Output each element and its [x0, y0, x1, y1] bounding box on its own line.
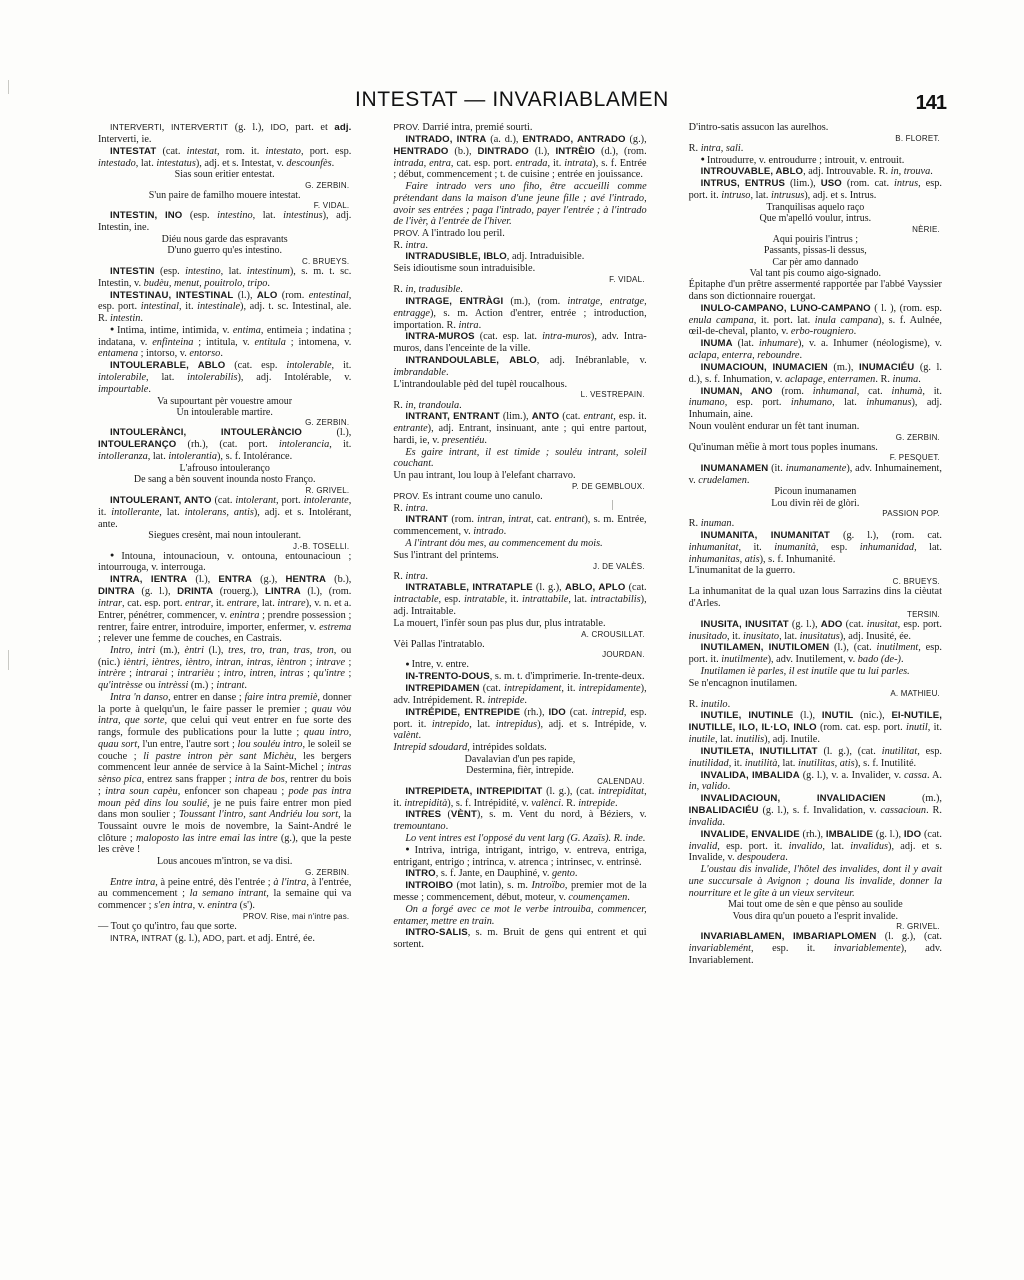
dictionary-entry: Intro, intri (m.), èntri (l.), tres, tro, tran, tras, tron, ou (nic.) ièntri, ièntres, ièntro, intran, intras, ièntron ; intrave ; intrère ; intrarai ; intrarièu ; intro, intren, intras ; qu'intre ; qu'intrèsse ou intrèssi (m.) ; intrant. — [98, 645, 352, 692]
dictionary-entry: ● Intima, intime, intimida, v. entima, entimeia ; indatina ; indatana, v. enfinteina ; intitula, v. entitula ; intomena, v. entamena ; intorso, v. entorso. — [98, 325, 351, 360]
verse-line: Siegues cresènt, mai noun intoulerant. — [148, 530, 302, 542]
entry-text: R. intra. — [393, 239, 428, 251]
verse-line: Aqui pouiris l'intrus ; — [772, 233, 859, 245]
dictionary-entry: INTOULERABLE, ABLO (cat. esp. intolerable, it. intolerabile, lat. intolerabilis), adj. Intolérable, v. impourtable. — [98, 360, 352, 395]
entry-text: La inhumanitat de la qual uzan lous Sarrazins dins la cièutat d'Arles. — [688, 586, 942, 609]
dictionary-entry: ● Intouna, intounacioun, v. ontouna, entounacioun ; intourrouga, v. interrouga. — [98, 551, 351, 574]
dictionary-entry: Intra 'n danso, entrer en danse ; faire intra premiè, donner la porte à quelqu'un, le faire passer le premier ; quau vòu intra, que sorte, que celui qui veut entrer en fue sorte des rangs, formule des publications pour la lutte ; quau intro, quau sort, l'un entre, l'autre sort ; lou souléu intro, le soleil se couche ; li pastre intron pèr sant Michèu, les bergers commencent leur année de service à la Saint-Michel ; intras sènso pica, entrez sans frapper ; intra de bos, rentrer du bois ; intra soun capèu, enfoncer son chapeau ; pode pas intra moun pèd dins lou soulié, je ne puis faire entrer mon pied dans mon soulier ; Toussant l'intro, sant Andriéu lou sort, la Toussaint ouvre le mois de novembre, la Saint-André le clôture ; maloposto las intre emai las intre (g.), que la peste les crève ! — [98, 691, 352, 856]
column-1 — [90, 122, 359, 1212]
entry-text: R. intra. — [393, 502, 428, 514]
source-citation: PROV. Es intrant coume uno canulo. — [393, 490, 543, 502]
dictionary-entry: INTRANDOULABLE, ABLO, adj. Inébranlable, v. imbrandable. — [393, 355, 647, 378]
dictionary-entry: INTESTIN, INO (esp. intestino, lat. intestinus), adj. Intestin, ine. — [98, 210, 352, 234]
dictionary-entry: INTRO, s. f. Jante, en Dauphiné, v. gento. — [405, 868, 578, 880]
scan-edge-mark-middle — [8, 650, 9, 670]
source-citation: L. VESTREPAIN. — [580, 390, 645, 400]
dictionary-entry: INUMA (lat. inhumare), v. a. Inhumer (néologisme), v. aclapa, enterra, reboundre. — [688, 338, 942, 362]
verse-line: Mai tout ome de sèn e que pènso au soulide — [727, 899, 903, 911]
dictionary-entry: INTROIBO (mot latin), s. m. Introïbo, premier mot de la messe ; commencement, début, moteur, v. coumençamen. — [393, 880, 647, 904]
source-citation: CALENDAU. — [597, 776, 645, 786]
source-citation: G. ZERBIN. — [895, 432, 940, 442]
running-header — [0, 88, 1024, 112]
verse-line: Destermina, fièr, intrepide. — [466, 765, 574, 777]
entry-text: R. in, trandoula. — [393, 399, 462, 411]
dictionary-entry: INTESTIN (esp. intestino, lat. intestinum), s. m. t. sc. Intestin, v. budèu, menut, pouitrolo, tripo. — [98, 265, 352, 289]
source-citation: NÈRIE. — [912, 224, 940, 234]
running-title: INTESTAT — INVARIABLAMEN — [355, 88, 669, 111]
dictionary-entry: INUMACIOUN, INUMACIEN (m.), INUMACIÉU (g. l. d.), s. f. Inhumation, v. aclapage, enterramen. R. inuma. — [688, 361, 942, 385]
dictionary-entry: INTOULERANT, ANTO (cat. intolerant, port. intolerante, it. intollerante, lat. intolerans, antis), adj. et s. Intolérant, ante. — [98, 494, 352, 530]
source-citation: F. VIDAL. — [313, 201, 350, 211]
dictionary-entry: INTESTAT (cat. intestat, rom. it. intestato, port. esp. intestado, lat. intestatus), adj. et s. Intestat, v. descounfès. — [98, 145, 352, 169]
entry-text: Seis idioutisme soun intraduisible. — [393, 263, 536, 275]
dictionary-entry: INTREPIDAMEN (cat. intrepidament, it. intrepidamente), adv. Intrépidement. R. intrepide. — [393, 683, 647, 707]
source-citation: R. GRIVEL. — [305, 485, 350, 495]
source-citation: F. VIDAL. — [609, 275, 645, 285]
dictionary-entry: INVALIDE, ENVALIDE (rh.), IMBALIDE (g. l.), IDO (cat. invalid, esp. port. it. invalido, lat. invalidus), adj. et s. Invalide, v. despoudera. — [688, 828, 942, 864]
dictionary-entry: Entre intra, à peine entré, dès l'entrée ; à l'intra, à l'entrée, au commencement ; la semano intrant, la semaine qui va commencer ; s'en intra, v. enintra (s'). — [98, 876, 352, 912]
dictionary-entry: INTRADUSIBLE, IBLO, adj. Intraduisible. — [405, 251, 585, 263]
entry-text: R. inuman. — [688, 518, 735, 530]
source-citation: A. CROUSILLAT. — [581, 629, 645, 639]
dictionary-entry: INTRÉPIDE, ENTREPIDE (rh.), IDO (cat. intrepid, esp. port. it. intrepido, lat. intrepidus), adj. et s. Intrépide, v. valènt. — [393, 706, 647, 742]
entry-text: Noun voulènt endurar un fèt tant inuman. — [688, 420, 860, 432]
entry-text: R. inutilo. — [688, 698, 731, 710]
dictionary-entry: INTRAGE, ENTRÀGI (m.), (rom. intratge, entratge, entragge), s. m. Action d'entrer, entrée ; introduction, importation. R. intra. — [393, 295, 647, 331]
column-2 — [385, 122, 654, 1212]
dictionary-entry: INUTILETA, INUTILLITAT (l. g.), (cat. inutilitat, esp. inutilidad, it. inutilità, lat. inutilitas, atis), s. f. Inutilité. — [688, 745, 942, 769]
text-columns — [90, 122, 950, 1212]
entry-text: Lo vent intres est l'opposé du vent larg (G. Azaïs). R. inde. — [405, 833, 646, 845]
entry-text: On a forgé avec ce mot le verbe introuiba, commencer, entamer, mettre en train. — [393, 903, 647, 927]
entry-text: Qu'inuman mèt̄ie à mort tous poples inumans. — [688, 441, 878, 453]
verse-line: Va supourtant pèr vouestre amour — [157, 395, 293, 407]
dictionary-entry: INTRES (VÈNT), s. m. Vent du nord, à Béziers, v. tremountano. — [393, 809, 647, 833]
source-citation: PASSION POP. — [882, 509, 940, 519]
dictionary-entry: INTRA, IENTRA (l.), ENTRA (g.), HENTRA (b.), DINTRA (g. l.), DRINTA (rouerg.), LINTRA (l.), (rom. intrar, cat. esp. port. entrar, it. entrare, lat. intrare), v. n. et a. Entrer, pénétrer, commencer, v. enintra ; prendre possession ; rentrer, faire entrer, introduire, importer, enfermer, v. estrema ; relever une femme de couches, en Castrais. — [98, 574, 352, 645]
dictionary-entry: INTRATABLE, INTRATAPLE (l. g.), ABLO, APLO (cat. intractable, esp. intratable, it. intrattabile, lat. intractabilis), adj. Intraitable. — [393, 582, 647, 618]
source-citation: C. BRUEYS. — [892, 577, 940, 586]
entry-text: Sus l'intrant del printems. — [393, 549, 499, 561]
dictionary-entry: INTRADO, INTRA (a. d.), ENTRADO, ANTRADO (g.), HENTRADO (b.), DINTRADO (l.), INTRÈIO (d.), (rom. intrada, entra, cat. esp. port. entrada, it. intrata), s. f. Entrée ; début, commencement ; t. de cuisine ; entrée en jouissance. — [393, 133, 647, 181]
entry-text: Vèi Pallas l'intratablo. — [393, 638, 485, 650]
dictionary-entry: INUSITA, INUSITAT (g. l.), ADO (cat. inusitat, esp. port. inusitado, it. inusitato, lat. inusitatus), adj. Inusité, ée. — [688, 618, 942, 642]
source-citation: JOURDAN. — [602, 650, 645, 660]
dictionary-entry: INTREPIDETA, INTREPIDITAT (l. g.), (cat. intrepiditat, it. intrepidità), s. f. Intrépidité, v. valènci. R. intrepide. — [393, 785, 647, 809]
entry-text: A l'intrant dóu mes, au commencement du mois. — [405, 538, 603, 550]
source-citation: G. ZERBIN. — [305, 867, 350, 877]
entry-text: L'oustau dis invalide, l'hôtel des invalides, dont il y avait une succursale à Avignon ; douna lis invalide, donner la nourriture et le gîte à un vieux serviteur. — [688, 864, 942, 899]
verse-line: Passants, pissas-li dessus, — [763, 245, 867, 257]
dictionary-entry: INUTILAMEN, INUTILOMEN (l.), (cat. inutilment, esp. port. it. inutilmente), adv. Inutilement, v. bado (de-). — [688, 642, 942, 666]
dictionary-entry: INUMANITA, INUMANITAT (g. l.), (rom. cat. inhumanitat, it. inumanità, esp. inhumanidad, lat. inhumanitas, atis), s. f. Inhumanité. — [688, 529, 942, 565]
source-citation: G. ZERBIN. — [305, 180, 350, 190]
verse-line: Davalavian d'un pes rapide, — [464, 753, 576, 765]
dictionary-entry: INTRO-SALIS, s. m. Bruit de gens qui entrent et qui sortent. — [393, 927, 647, 951]
entry-text: Intrepid sdoudard, intrépides soldats. — [393, 742, 547, 754]
source-citation: R. GRIVEL. — [896, 922, 940, 932]
source-citation: PROV. Rise, mai n'intre pas. — [242, 911, 350, 921]
dictionary-entry: INVARIABLAMEN, IMBARIAPLOMEN (l. g.), (cat. invariablemént, esp. it. invariablemente), adv. Invariablement. — [688, 931, 942, 966]
dictionary-entry: INUMAN, ANO (rom. inhumanal, cat. inhumà, it. inumano, esp. port. inhumano, lat. inhumanus), adj. Inhumain, aine. — [688, 385, 942, 421]
entry-text: R. intra. — [393, 570, 428, 582]
source-citation: J. DE VALÈS. — [593, 561, 645, 571]
entry-text: L'intrandoulable pèd del tupèl roucalhous. — [393, 378, 568, 390]
dictionary-entry: INTRANT (rom. intran, intrat, cat. entrant), s. m. Entrée, commencement, v. intrado. — [393, 514, 647, 538]
verse-line: Val tant pis coumo aigo-signado. — [749, 267, 881, 279]
entry-text: La mouert, l'infèr soun pas plus dur, plus intratable. — [393, 617, 606, 629]
dictionary-entry: ● Introudurre, v. entroudurre ; introuit, v. entrouit. — [689, 155, 942, 167]
verse-line: D'uno guerro qu'es intestino. — [167, 245, 283, 257]
source-citation: P. DE GEMBLOUX. — [572, 481, 645, 491]
dictionary-entry: INUMANAMEN (it. inumanamente), adv. Inhumainement, v. crudelamen. — [688, 462, 942, 486]
entry-text: Épitaphe d'un prêtre assermenté rapportée par l'abbé Vayssier dans son dictionnaire rouergat. — [688, 279, 942, 303]
verse-line: Diéu nous garde das espravants — [161, 233, 288, 245]
verse-line: Lous ancoues m'intron, se va disi. — [156, 856, 293, 868]
verse-line: Picoun inumanamen — [774, 486, 857, 498]
source-citation: B. FLORET. — [895, 133, 940, 143]
verse-line: L'afrouso intouleranço — [179, 462, 270, 474]
source-citation: G. ZERBIN. — [305, 418, 350, 428]
dictionary-entry: ● Intre, v. entre. — [393, 659, 646, 671]
source-citation: J.-B. TOSELLI. — [293, 541, 350, 551]
dictionary-entry: INVALIDA, IMBALIDA (g. l.), v. a. Invalider, v. cassa. A. in, valido. — [688, 769, 942, 793]
dictionary-entry: INTRA, INTRAT (g. l.), ADO, part. et adj. Entré, ée. — [110, 932, 315, 944]
entry-text: Un pau intrant, lou loup à l'elefant charravo. — [393, 470, 576, 482]
entry-text: — Tout ço qu'intro, fau que sorte. — [98, 921, 237, 933]
entry-text: R. intra, sali. — [688, 142, 744, 154]
entry-text: Se n'encagnon inutilamen. — [688, 677, 798, 689]
page-number: 141 — [915, 92, 946, 114]
verse-line: S'un paire de familho mouere intestat. — [148, 189, 301, 201]
column-separator-artifact — [612, 500, 613, 510]
column-3 — [681, 122, 950, 1212]
source-citation: TERSIN. — [907, 609, 940, 619]
dictionary-entry: INTRA-MUROS (cat. esp. lat. intra-muros), adv. Intra-muros, dans l'enceinte de la ville. — [393, 331, 647, 355]
dictionary-entry: INVALIDACIOUN, INVALIDACIEN (m.), INBALIDACIÉU (g. l.), s. f. Invalidation, v. cassacioun. R. invalida. — [688, 793, 942, 829]
verse-line: Car pèr amo dannado — [772, 256, 859, 268]
entry-text: D'intro-satis assucon las aurelhos. — [688, 122, 829, 133]
dictionary-entry: INULO-CAMPANO, LUNO-CAMPANO ( l. ), (rom. esp. enula campana, it. port. lat. inula campana), s. f. Aulnée, œil-de-cheval, planto, v. erbo-rougniero. — [688, 302, 942, 338]
dictionary-entry: ● Intriva, intriga, intrigant, intrigo, v. entreva, entriga, entrigant, entrigo ; intrinca, v. atrenca ; intrinsec, v. entrinsè. — [393, 845, 646, 868]
dictionary-entry: INTERVERTI, INTERVERTIT (g. l.), IDO, part. et adj. Interverti, ie. — [98, 122, 352, 145]
verse-line: Tranquilisas aquelo raço — [766, 201, 865, 213]
source-citation: PROV. Darrié intra, premié sourti. — [393, 122, 533, 133]
dictionary-entry: INUTILE, INUTINLE (l.), INUTIL (nic.), EI-NUTILE, INUTILLE, ILO, IL·LO, INLO (rom. cat. esp. port. inutil, it. inutile, lat. inutilis), adj. Inutile. — [688, 710, 943, 746]
verse-line: Un intoulerable martire. — [176, 406, 273, 418]
dictionary-entry: INTOULERÀNCI, INTOULERÀNCIO (l.), INTOULERANÇO (rh.), (cat. port. intolerancia, it. intolleranza, lat. intolerantia), s. f. Intolérance. — [98, 427, 352, 463]
source-citation: A. MATHIEU. — [890, 689, 940, 699]
verse-line: Sias soun eritier entestat. — [174, 169, 275, 181]
dictionary-entry: INTESTINAU, INTESTINAL (l.), ALO (rom. entestinal, esp. port. intestinal, it. intestinale), adj. t. sc. Intestinal, ale. R. intestin. — [98, 289, 352, 325]
entry-text: Faire intrado vers uno fiho, être accueilli comme prétendant dans la maison d'une jeune fille ; avé l'intrado, avoir ses entrées ; paga l'intrado, payer l'entrée ; à l'intrado de l'ivèr, à l'entrée de l'hiver. — [393, 181, 647, 228]
dictionary-entry: IN-TRENTO-DOUS, s. m. t. d'imprimerie. In-trente-deux. — [405, 671, 645, 683]
dictionary-entry: INTRUS, ENTRUS (lim.), USO (rom. cat. intrus, esp. port. it. intruso, lat. intrusus), adj. et s. Intrus. — [688, 178, 942, 202]
entry-text: Inutilamen iè parles, il est inutile que tu lui parles. — [700, 666, 910, 677]
dictionary-entry: INTROUVABLE, ABLO, adj. Introuvable. R. in, trouva. — [700, 166, 933, 178]
verse-line: Vous dira qu'un poueto a l'esprit invalide. — [732, 910, 898, 922]
entry-text: L'inumanitat de la guerro. — [688, 565, 796, 577]
verse-line: De sang a bèn souvent inounda nosto Franço. — [133, 474, 316, 486]
source-citation: F. PESQUET. — [889, 453, 940, 463]
verse-line: Lou divin rèi de glòri. — [771, 497, 860, 509]
source-citation: PROV. A l'intrado lou peril. — [393, 227, 505, 239]
entry-text: R. in, tradusible. — [393, 284, 463, 296]
dictionary-entry: INTRANT, ENTRANT (lim.), ANTO (cat. entrant, esp. it. entrante), adj. Entrant, insinuant, ante ; qui entre partout, hardi, ie, v. presentiéu. — [393, 411, 647, 446]
source-citation: C. BRUEYS. — [301, 256, 350, 266]
verse-line: Que m'apelló voulur, intrus. — [759, 213, 872, 225]
entry-text: Es gaire intrant, il est timide ; souléu intrant, soleil couchant. — [393, 446, 647, 470]
